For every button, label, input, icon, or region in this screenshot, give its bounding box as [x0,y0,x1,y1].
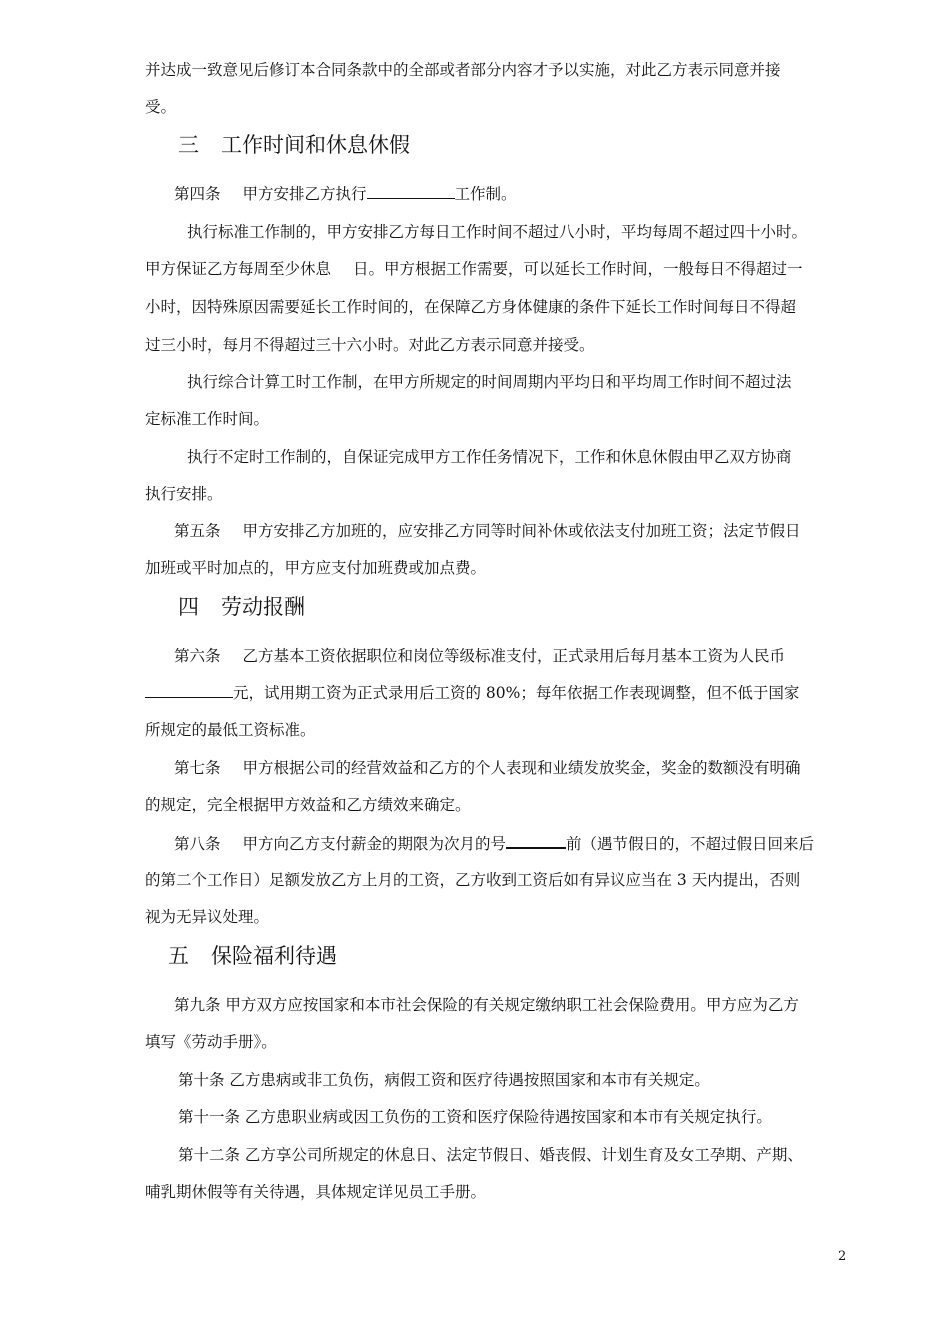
fill-blank [367,184,455,199]
article-6-line-2 [145,683,799,703]
article-12-line-2: 哺乳期休假等有关待遇，具体规定详见员工手册。 [145,1183,487,1201]
article-label: 第五条 [174,522,221,540]
article-text: 乙方基本工资依据职位和岗位等级标准支付，正式录用后每月基本工资为人民币 [242,647,786,665]
section-heading-4 [178,594,305,620]
article-8-line-2: 的第二个工作日）足额发放乙方上月的工资，乙方收到工资后如有异议应当在 3 天内提出，否则 [145,871,801,889]
article-text-end: 工作制。 [454,185,517,203]
article-10: 第十条 乙方患病或非工负伤，病假工资和医疗待遇按照国家和本市有关规定。 [178,1071,710,1089]
article-text-end: 前（遇节假日的，不超过假日回来后 [566,835,815,853]
article-8-line-3: 视为无异议处理。 [145,908,270,926]
article-6-line-3: 所规定的最低工资标准。 [145,721,316,739]
std-line-2b: 日。甲方根据工作需要，可以延长工作时间，一般每日不得超过一 [353,260,803,278]
article-9-line-2: 填写《劳动手册》。 [145,1033,277,1051]
flex-line-2: 执行安排。 [145,485,223,503]
section-title: 保险福利待遇 [211,944,337,968]
section-number: 四 [178,595,199,619]
section-number: 三 [178,133,199,157]
page-number: 2 [838,1249,847,1264]
article-label: 第七条 [174,759,221,777]
article-12-line-1: 第十二条 乙方享公司所规定的休息日、法定节假日、婚丧假、计划生育及女工孕期、产期、 [178,1146,803,1164]
comp-line-1: 执行综合计算工时工作制，在甲方所规定的时间周期内平均日和平均周工作时间不超过法 [187,373,792,391]
article-label: 第八条 [174,835,221,853]
article-8-line-1 [174,833,814,854]
article-text: 甲方安排乙方执行 [242,185,367,203]
article-6-line-1 [174,646,785,666]
article-text: 元，试用期工资为正式录用后工资的 80%；每年依据工作表现调整，但不低于国家 [233,684,800,702]
article-7-line-1 [174,758,801,778]
section-heading-3 [178,132,410,158]
article-9-line-1: 第九条 甲方双方应按国家和本市社会保险的有关规定缴纳职工社会保险费用。甲方应为乙方 [174,996,799,1014]
std-line-4: 过三小时，每月不得超过三十六小时。对此乙方表示同意并接受。 [145,336,595,354]
article-4 [174,184,517,204]
comp-line-2: 定标准工作时间。 [145,410,270,428]
intro-line-1: 并达成一致意见后修订本合同条款中的全部或者部分内容才予以实施，对此乙方表示同意并接 [145,61,781,79]
article-7-line-2: 的规定，完全根据甲方效益和乙方绩效来确定。 [145,796,471,814]
article-5-line-2: 加班或平时加点的，甲方应支付加班费或加点费。 [145,559,487,577]
std-line-2a: 甲方保证乙方每周至少休息 [145,260,332,278]
article-label: 第六条 [174,647,221,665]
fill-blank [506,833,566,849]
std-line-2 [145,259,803,279]
section-heading-5 [168,943,337,969]
article-text: 甲方安排乙方加班的，应安排乙方同等时间补休或依法支付加班工资；法定节假日 [242,522,801,540]
article-label: 第四条 [174,185,221,203]
section-title: 工作时间和休息休假 [221,133,410,157]
intro-line-2: 受。 [145,98,177,116]
std-line-1: 执行标准工作制的，甲方安排乙方每日工作时间不超过八小时，平均每周不超过四十小时。 [187,223,808,241]
article-text: 甲方向乙方支付薪金的期限为次月的号 [242,835,507,853]
article-text: 甲方根据公司的经营效益和乙方的个人表现和业绩发放奖金，奖金的数额没有明确 [242,759,801,777]
article-11: 第十一条 乙方患职业病或因工负伤的工资和医疗保险待遇按国家和本市有关规定执行。 [178,1108,772,1126]
section-number: 五 [168,944,189,968]
article-5-line-1 [174,521,801,541]
flex-line-1: 执行不定时工作制的，自保证完成甲方工作任务情况下，工作和休息休假由甲乙双方协商 [187,448,792,466]
fill-blank [145,683,233,698]
std-line-3: 小时，因特殊原因需要延长工作时间的，在保障乙方身体健康的条件下延长工作时间每日不得超 [145,298,797,316]
section-title: 劳动报酬 [221,595,305,619]
